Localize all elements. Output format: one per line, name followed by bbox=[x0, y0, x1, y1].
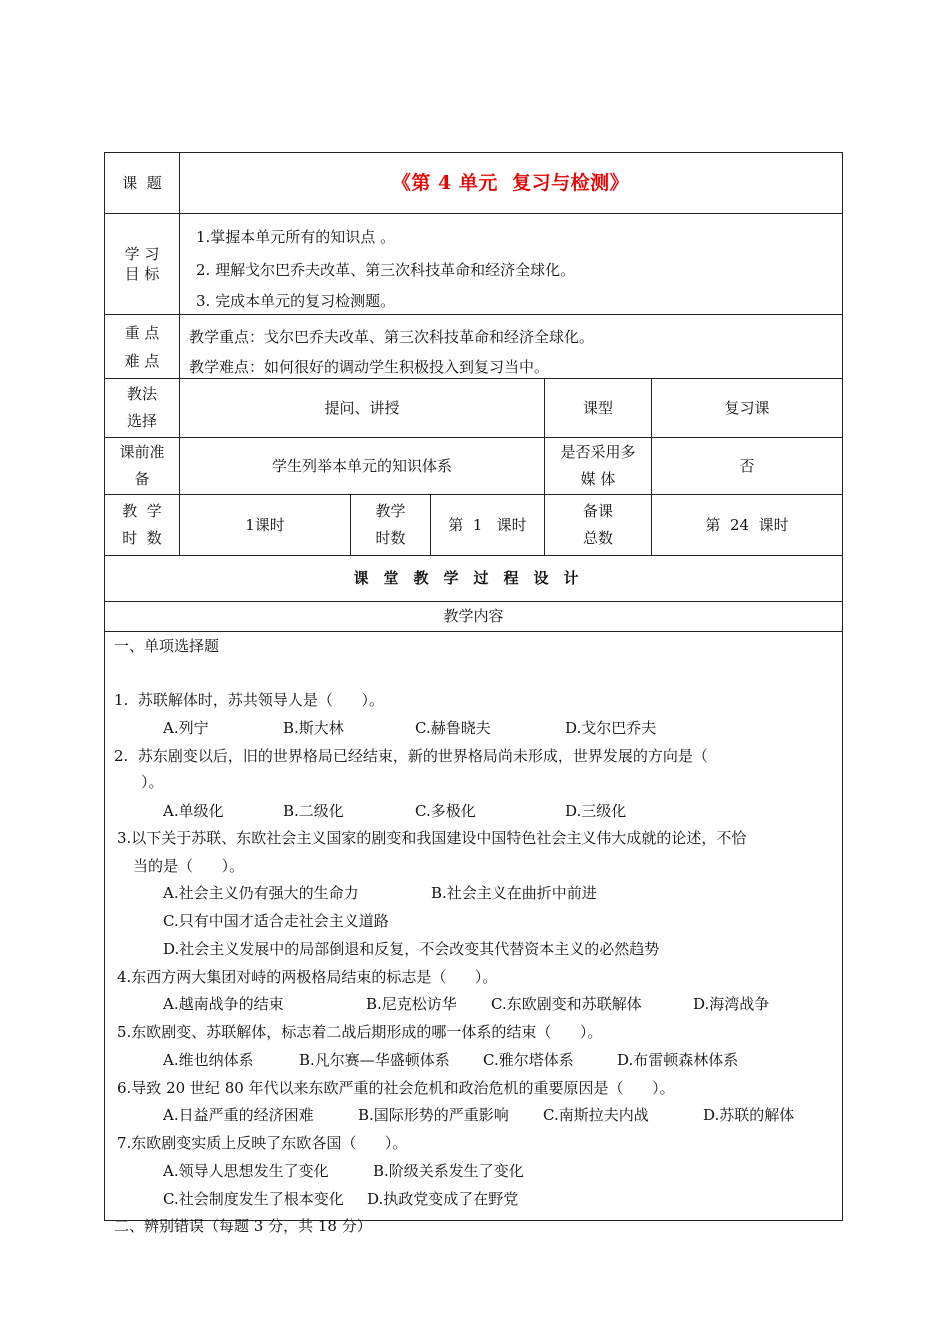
question: 1. 苏联解体时，苏共领导人是（ ）。 bbox=[114, 691, 384, 709]
key-points-text: 教学重点：戈尔巴乔夫改革、第三次科技革命和经济全球化。 bbox=[189, 328, 595, 346]
multimedia-label: 是否采用多 媒 体 bbox=[560, 443, 636, 488]
question: 6.导致 20 世纪 80 年代以来东欧严重的社会危机和政治危机的重要原因是（ ）。 bbox=[117, 1079, 675, 1097]
option: C.多极化 bbox=[415, 802, 476, 820]
option: D.苏联的解体 bbox=[703, 1106, 795, 1124]
prep-value: 学生列举本单元的知识体系 bbox=[271, 456, 452, 475]
option: B.社会主义在曲折中前进 bbox=[431, 884, 597, 902]
option: D.三级化 bbox=[565, 802, 627, 820]
section-title: 二、辨别错误（每题 3 分，共 18 分） bbox=[114, 1217, 372, 1235]
lesson-plan-table bbox=[104, 152, 843, 1235]
goal-item: 2. 理解戈尔巴乔夫改革、第三次科技革命和经济全球化。 bbox=[196, 261, 576, 279]
option: C.只有中国才适合走社会主义道路 bbox=[163, 912, 389, 930]
row-divider bbox=[105, 213, 842, 214]
type-value: 复习课 bbox=[724, 398, 770, 417]
row-divider bbox=[105, 314, 842, 315]
option: C.南斯拉夫内战 bbox=[543, 1106, 649, 1124]
multimedia-value: 否 bbox=[739, 456, 755, 475]
hours-value: 1课时 bbox=[245, 515, 285, 534]
option: A.日益严重的经济困难 bbox=[163, 1106, 314, 1124]
section-title: 一、单项选择题 bbox=[114, 637, 220, 655]
process-design-banner: 课堂教学过程设计 bbox=[353, 569, 594, 587]
topic-label: 课 题 bbox=[122, 173, 162, 192]
option: C.雅尔塔体系 bbox=[483, 1051, 574, 1069]
option: B.尼克松访华 bbox=[366, 995, 457, 1013]
option: C.东欧剧变和苏联解体 bbox=[491, 995, 642, 1013]
total-value: 第 24 课时 bbox=[705, 515, 789, 534]
option: B.斯大林 bbox=[283, 719, 344, 737]
type-label: 课型 bbox=[582, 398, 613, 417]
goal-item: 3. 完成本单元的复习检测题。 bbox=[196, 292, 396, 310]
difficulty-text: 教学难点：如何很好的调动学生积极投入到复习当中。 bbox=[189, 358, 550, 376]
option: B.二级化 bbox=[283, 802, 344, 820]
method-label: 教法 选择 bbox=[126, 385, 157, 430]
question: 5.东欧剧变、苏联解体，标志着二战后期形成的哪一体系的结束（ ）。 bbox=[117, 1023, 603, 1041]
session-value: 第 1 课时 bbox=[448, 515, 527, 534]
option: A.列宁 bbox=[163, 719, 209, 737]
option: A.越南战争的结束 bbox=[163, 995, 284, 1013]
topic-title: 《第 4 单元 复习与检测》 bbox=[391, 171, 630, 194]
row-divider bbox=[105, 631, 842, 632]
option: C.社会制度发生了根本变化 bbox=[163, 1190, 344, 1208]
option: A.单级化 bbox=[163, 802, 224, 820]
option: D.戈尔巴乔夫 bbox=[565, 719, 657, 737]
prep-label: 课前准 备 bbox=[119, 443, 165, 488]
option: D.海湾战争 bbox=[693, 995, 770, 1013]
option: A.领导人思想发生了变化 bbox=[163, 1162, 329, 1180]
option: A.社会主义仍有强大的生命力 bbox=[163, 884, 359, 902]
option: B.阶级关系发生了变化 bbox=[373, 1162, 524, 1180]
hours-label: 教 学 时 数 bbox=[122, 502, 162, 547]
question: 3.以下关于苏联、东欧社会主义国家的剧变和我国建设中国特色社会主义伟大成就的论述，不恰 bbox=[117, 829, 747, 847]
question-continued: ）。 bbox=[141, 773, 164, 791]
question: 2. 苏东剧变以后，旧的世界格局已经结束，新的世界格局尚未形成，世界发展的方向是（ bbox=[114, 747, 708, 765]
option: D.布雷顿森林体系 bbox=[617, 1051, 739, 1069]
option: A.维也纳体系 bbox=[163, 1051, 254, 1069]
option: C.赫鲁晓夫 bbox=[415, 719, 491, 737]
option: D.社会主义发展中的局部倒退和反复，不会改变其代替资本主义的必然趋势 bbox=[163, 940, 660, 958]
option: B.凡尔赛—华盛顿体系 bbox=[299, 1051, 450, 1069]
total-label: 备课 总数 bbox=[582, 502, 613, 547]
key-points-label: 重 点 难 点 bbox=[124, 323, 160, 370]
goal-item: 1.掌握本单元所有的知识点 。 bbox=[196, 228, 396, 246]
question: 4.东西方两大集团对峙的两极格局结束的标志是（ ）。 bbox=[117, 968, 498, 986]
content-label: 教学内容 bbox=[443, 607, 504, 625]
session-label: 教学 时数 bbox=[375, 502, 406, 547]
question: 7.东欧剧变实质上反映了东欧各国（ ）。 bbox=[117, 1134, 408, 1152]
option: D.执政党变成了在野党 bbox=[367, 1190, 519, 1208]
method-value: 提问、讲授 bbox=[324, 398, 400, 417]
option: B.国际形势的严重影响 bbox=[358, 1106, 509, 1124]
question-continued: 当的是（ ）。 bbox=[133, 857, 245, 875]
goals-label: 学 习 目 标 bbox=[124, 245, 160, 283]
